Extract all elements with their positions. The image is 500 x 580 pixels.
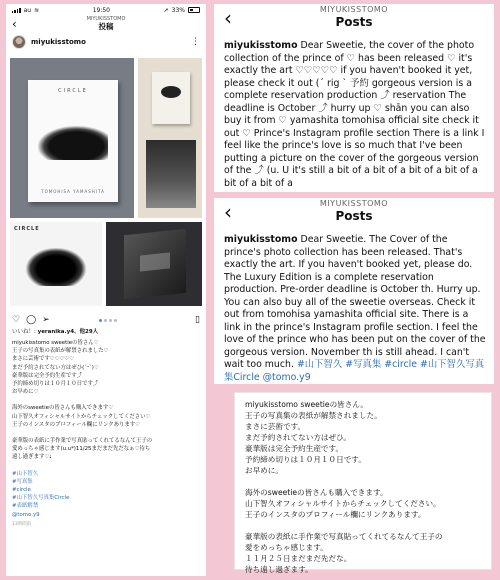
translated-caption [214,230,494,384]
jp-line: 山下智久オフィシャルサイトからチェックしてください。 [245,499,441,508]
instagram-post-screenshot [6,4,206,576]
caption-line: 王子のインスタのプロフィール欄にリンクあります♡ [12,421,141,428]
signal-icon [12,8,21,13]
back-chevron-icon[interactable]: ‹ [224,6,232,30]
avatar[interactable] [12,35,26,49]
panel-header [214,4,494,36]
book-title: CIRCLE [58,88,88,94]
photo-book-display [138,58,202,218]
hashtag-link[interactable]: #表紙解禁 [12,503,39,510]
page-title: 投稿 [98,22,114,31]
portrait-photo [146,140,196,208]
deluxe-box [124,229,186,300]
translated-caption [214,36,494,190]
caption-username[interactable]: miyukisstomo [224,40,298,51]
caption-line: 豪華版の表紙に手作業で写真貼ってくれてるなんて王子の [12,438,153,445]
location-icon: ➚ [163,6,169,14]
caption-line: まだ予約されてない方はぜひ(ˊᵕˋ)♡ [12,364,99,371]
jp-line: 王子の写真集の表紙が解禁されました。 [245,411,382,420]
likes-user[interactable]: yeranika.y4 [37,329,75,335]
post-caption [6,337,206,519]
battery-icon [188,7,200,13]
clock: 19:50 [92,6,110,14]
jp-line: 予約締め切りは１０月１０日です。 [245,455,366,464]
caption-line: 王子の写真集の表紙が解禁されました♡ [12,348,109,355]
hashtag-link[interactable]: #circle [12,487,31,494]
panel-title: Posts [335,15,373,29]
photo-deluxe-box [106,222,202,306]
hashtag-link[interactable]: #写真集 [12,478,33,485]
caption-line: 予約締め切りは１０月１０日です⤴ [12,381,99,388]
caption-line: 山下智久オフィシャルサイトからチェックしてください♡ [12,413,151,420]
likes-prefix: いいね！: [12,329,38,335]
jp-line: 待ち遠し過ぎます。 [245,565,313,574]
rock-photo-2 [26,248,86,286]
caption-line: 豪華版は完全予約生産です⤴ [12,372,83,379]
header-account: MIYUKISSTOMO [86,16,126,22]
panel-account: MIYUKISSTOMO [319,199,389,208]
post-author-row [6,32,206,52]
photo-circle-cover [10,222,102,306]
back-arrow-icon[interactable]: ‹ [12,17,17,31]
jp-line: 豪華版の表紙に手作業で写真貼ってくれてるなんて王子の [245,532,443,541]
jp-line: 豪華版は完全予約生産です。 [245,444,344,453]
mention-link[interactable]: @tomo.y9 [12,511,40,518]
caption-username[interactable]: miyukisstomo [224,234,298,245]
hashtag-link[interactable]: #山下智久写真集Circle [12,495,70,502]
carrier-label: au [23,6,32,14]
more-options-icon[interactable]: ⋮ [191,37,200,47]
jp-line: まさに芸術です。 [245,422,306,431]
bookmark-icon[interactable]: ▯ [195,315,200,325]
heart-icon[interactable]: ♡ [12,315,21,325]
post-username[interactable]: miyukisstomo [31,38,86,46]
jp-line: 王子のインスタのプロフィール欄にリンクあります。 [245,510,426,519]
post-timestamp: 13時間前 [12,521,32,527]
hashtag-link[interactable]: #山下智久 [12,470,39,477]
likes-suffix[interactable]: 、他29人 [74,329,99,335]
caption-line: 海外のsweetieの皆さんも購入できます♡ [12,405,114,412]
app-header [6,16,206,32]
jp-line: お早めに。 [245,466,283,475]
share-icon[interactable]: ➢ [42,315,50,325]
jp-line: miyukisstomo sweetieの皆さん。 [245,400,369,409]
jp-line: まだ予約されてない方はぜひ。 [245,433,352,442]
book-mockup [28,80,118,202]
translation-panel-2 [214,198,494,384]
likes-line [6,328,206,337]
rock-photo [38,126,108,160]
book-author: TOMOHISA YAMASHITA [41,189,105,194]
caption-line: 遠し過ぎます♡♩ [12,454,52,461]
jp-line: １１月２５日まだまだ先だな。 [245,554,352,563]
caption-line: お早めに♡ [12,389,39,396]
post-image-collage[interactable] [6,58,206,306]
japanese-caption-panel [234,392,492,574]
battery-percent: 33% [171,6,185,14]
back-chevron-icon[interactable]: ‹ [224,200,232,224]
caption-hashtags[interactable]: #山下智久 #写真集 #circle #山下智久写真集Circle @tomo.y9 [224,359,485,383]
caption-text: Dear Sweetie. The Cover of the prince's photo collection has been released. That's exactly the art. If you haven't booked yet, please do. The Luxury Edition is a complete reservation production. Pre-order deadline is October th. Hurry up. You can also buy all of the sweetie overseas. Check it out from tomohisa yamashita official site. There is a link in the prince's Instagram profile section. I feel the love of the prince who has been put on the cover of the gorgeous version. November th is still ahead. I can't wait too much. [224,234,486,370]
circle-label: CIRCLE [14,226,40,232]
panel-account: MIYUKISSTOMO [319,5,389,14]
caption-text: Dear Sweetie, the cover of the photo collection of the prince of ♡ has been released ♡ it's exactly the art ♡♡♡♡♡ if you haven't booked it yet, please check it out (ˊ rig ˋ 予約 gorgeous version is a complete reservation production ⤴ reservation The deadline is October ⤴ hurry up ♡ shān you can also buy it from ♡ yamashita tomohisa official site check it out ♡ Prince's Instagram profile section There is a link I feel like the prince's love is so much that I've been putting a picture on the cover of the gorgeous version of the ⤴ (u. U it's still a bit of a bit of a bit of a bit of a bit of a bit of a [224,40,485,189]
comment-icon[interactable]: ◯ [26,315,37,325]
jp-line: 愛をめっちゃ感じます。 [245,543,328,552]
caption-line: 愛めっちゃ感じます(u.u*)11/25まだまだ先だなぁ♡待ち [12,446,151,453]
post-actions [6,312,206,328]
japanese-caption [235,393,491,580]
panel-header [214,198,494,230]
panel-title: Posts [335,209,373,223]
wifi-icon: ≋ [34,6,40,14]
caption-line: まさに芸術です♡♡♡♡♡ [12,356,74,363]
jp-line: 海外のsweetieの皆さんも購入できます。 [245,488,388,497]
caption-line: miyukisstomo sweetieの皆さん♡ [12,340,99,346]
small-book [152,72,190,124]
status-bar [6,4,206,16]
carousel-dots [56,319,161,322]
translation-panel-1 [214,4,494,192]
photo-book-cover [10,58,134,218]
